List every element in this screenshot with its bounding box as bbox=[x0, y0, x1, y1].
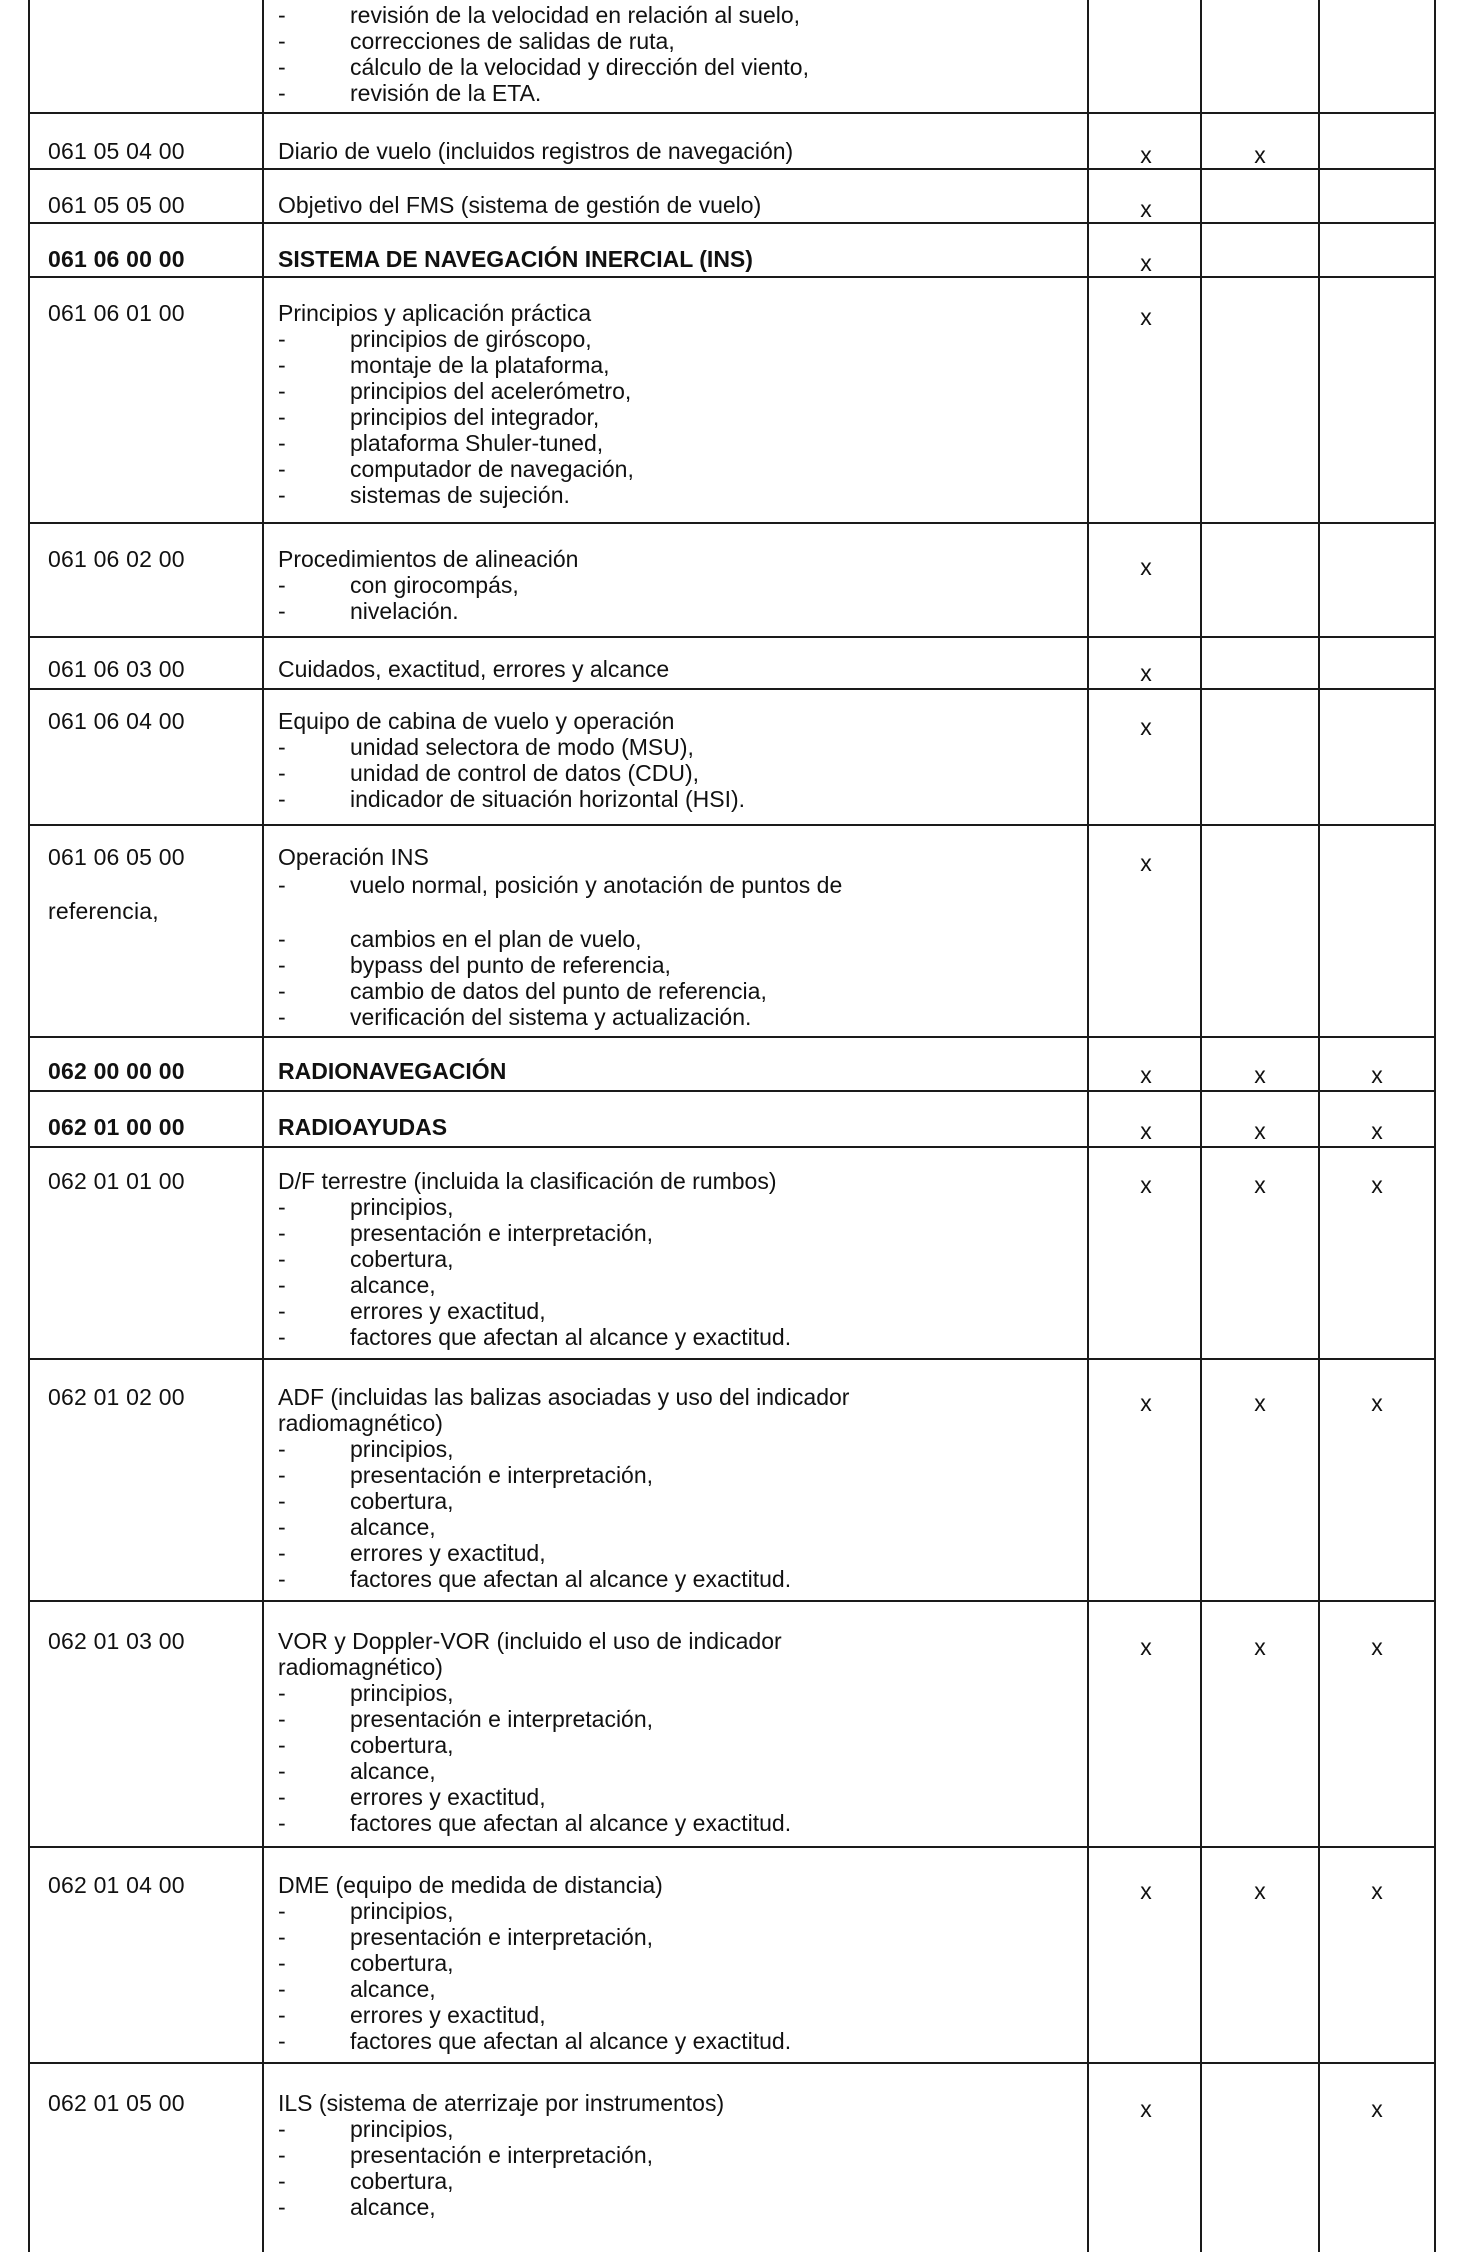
section-code: 061 06 00 00 bbox=[48, 246, 185, 272]
mark-column-divider-2 bbox=[1200, 0, 1202, 2252]
list-item: - unidad selectora de modo (MSU), bbox=[278, 734, 694, 760]
section-title-continued: radiomagnético) bbox=[278, 1410, 443, 1436]
list-item: - alcance, bbox=[278, 1758, 436, 1784]
row-separator bbox=[28, 276, 1436, 278]
section-code: 062 00 00 00 bbox=[48, 1058, 185, 1084]
section-code: 061 06 01 00 bbox=[48, 300, 185, 326]
mark-col-1: x bbox=[1140, 1878, 1152, 1904]
row-separator bbox=[28, 1846, 1436, 1848]
list-item: - presentación e interpretación, bbox=[278, 1462, 654, 1488]
section-code: 062 01 03 00 bbox=[48, 1628, 185, 1654]
list-item: - alcance, bbox=[278, 1976, 436, 2002]
row-separator bbox=[28, 824, 1436, 826]
mark-col-1: x bbox=[1140, 1390, 1152, 1416]
list-item: - principios, bbox=[278, 1194, 454, 1220]
table-left-border bbox=[28, 0, 30, 2252]
row-separator bbox=[28, 688, 1436, 690]
list-item: - cobertura, bbox=[278, 1488, 454, 1514]
row-separator bbox=[28, 1146, 1436, 1148]
list-item: - alcance, bbox=[278, 1272, 436, 1298]
mark-col-1: x bbox=[1140, 142, 1152, 168]
section-title: Procedimientos de alineación bbox=[278, 546, 579, 572]
mark-col-3: x bbox=[1371, 1062, 1383, 1088]
section-title: VOR y Doppler-VOR (incluido el uso de indicador bbox=[278, 1628, 782, 1654]
section-title: Principios y aplicación práctica bbox=[278, 300, 592, 326]
section-title: RADIONAVEGACIÓN bbox=[278, 1058, 507, 1084]
section-code: 061 06 05 00 bbox=[48, 844, 185, 870]
list-item: - errores y exactitud, bbox=[278, 2002, 546, 2028]
mark-col-1: x bbox=[1140, 850, 1152, 876]
list-item: - principios de giróscopo, bbox=[278, 326, 592, 352]
row-separator bbox=[28, 112, 1436, 114]
section-title: ILS (sistema de aterrizaje por instrumentos) bbox=[278, 2090, 725, 2116]
mark-col-1: x bbox=[1140, 1118, 1152, 1144]
list-item: - errores y exactitud, bbox=[278, 1298, 546, 1324]
list-item: - cobertura, bbox=[278, 1950, 454, 1976]
mark-col-2: x bbox=[1254, 142, 1266, 168]
list-item: - principios, bbox=[278, 1436, 454, 1462]
row-separator bbox=[28, 1600, 1436, 1602]
section-title: ADF (incluidas las balizas asociadas y uso del indicador bbox=[278, 1384, 850, 1410]
row-separator bbox=[28, 168, 1436, 170]
list-item: - principios del integrador, bbox=[278, 404, 600, 430]
section-title: Operación INS bbox=[278, 844, 429, 870]
list-item: - revisión de la velocidad en relación al suelo, bbox=[278, 2, 801, 28]
section-code: 061 06 03 00 bbox=[48, 656, 185, 682]
list-item: - correcciones de salidas de ruta, bbox=[278, 28, 675, 54]
section-code: 062 01 05 00 bbox=[48, 2090, 185, 2116]
section-title: Cuidados, exactitud, errores y alcance bbox=[278, 656, 670, 682]
list-item: - factores que afectan al alcance y exactitud. bbox=[278, 1566, 792, 1592]
section-code: 061 06 04 00 bbox=[48, 708, 185, 734]
section-code: 062 01 01 00 bbox=[48, 1168, 185, 1194]
list-item: - cambio de datos del punto de referencia, bbox=[278, 978, 767, 1004]
list-item: - presentación e interpretación, bbox=[278, 1220, 654, 1246]
code-column-divider bbox=[262, 0, 264, 2252]
mark-column-divider-3 bbox=[1318, 0, 1320, 2252]
mark-col-1: x bbox=[1140, 1634, 1152, 1660]
list-item: - principios del acelerómetro, bbox=[278, 378, 632, 404]
mark-col-3: x bbox=[1371, 1634, 1383, 1660]
list-item: - bypass del punto de referencia, bbox=[278, 952, 671, 978]
list-item: - principios, bbox=[278, 2116, 454, 2142]
list-item: - errores y exactitud, bbox=[278, 1540, 546, 1566]
list-item: - plataforma Shuler-tuned, bbox=[278, 430, 604, 456]
list-item: - nivelación. bbox=[278, 598, 459, 624]
list-item: - verificación del sistema y actualización. bbox=[278, 1004, 752, 1030]
list-item: - factores que afectan al alcance y exactitud. bbox=[278, 1324, 792, 1350]
list-item: - montaje de la plataforma, bbox=[278, 352, 610, 378]
list-item: - cambios en el plan de vuelo, bbox=[278, 926, 642, 952]
list-item: - presentación e interpretación, bbox=[278, 1706, 654, 1732]
list-item: - factores que afectan al alcance y exactitud. bbox=[278, 2028, 792, 2054]
section-title: D/F terrestre (incluida la clasificación de rumbos) bbox=[278, 1168, 777, 1194]
section-title: SISTEMA DE NAVEGACIÓN INERCIAL (INS) bbox=[278, 246, 753, 272]
section-code: 062 01 02 00 bbox=[48, 1384, 185, 1410]
section-code: 062 01 00 00 bbox=[48, 1114, 185, 1140]
row-separator bbox=[28, 522, 1436, 524]
mark-col-1: x bbox=[1140, 250, 1152, 276]
table-right-border bbox=[1434, 0, 1436, 2252]
list-item: - presentación e interpretación, bbox=[278, 1924, 654, 1950]
list-item: - indicador de situación horizontal (HSI). bbox=[278, 786, 746, 812]
row-separator bbox=[28, 1090, 1436, 1092]
mark-col-2: x bbox=[1254, 1878, 1266, 1904]
list-item: - cálculo de la velocidad y dirección del viento, bbox=[278, 54, 809, 80]
section-title: Objetivo del FMS (sistema de gestión de vuelo) bbox=[278, 192, 762, 218]
list-item: - presentación e interpretación, bbox=[278, 2142, 654, 2168]
mark-col-2: x bbox=[1254, 1118, 1266, 1144]
list-item: - principios, bbox=[278, 1898, 454, 1924]
list-item: - errores y exactitud, bbox=[278, 1784, 546, 1810]
section-title: Diario de vuelo (incluidos registros de navegación) bbox=[278, 138, 794, 164]
section-code: 061 05 05 00 bbox=[48, 192, 185, 218]
mark-col-1: x bbox=[1140, 554, 1152, 580]
section-code: 062 01 04 00 bbox=[48, 1872, 185, 1898]
row-separator bbox=[28, 2062, 1436, 2064]
mark-col-3: x bbox=[1371, 1390, 1383, 1416]
list-item: - factores que afectan al alcance y exactitud. bbox=[278, 1810, 792, 1836]
section-title: RADIOAYUDAS bbox=[278, 1114, 448, 1140]
row-separator bbox=[28, 1358, 1436, 1360]
section-title-continued: radiomagnético) bbox=[278, 1654, 443, 1680]
mark-col-1: x bbox=[1140, 660, 1152, 686]
mark-col-3: x bbox=[1371, 1118, 1383, 1144]
wrapped-text: referencia, bbox=[48, 898, 159, 924]
mark-col-3: x bbox=[1371, 2096, 1383, 2122]
row-separator bbox=[28, 1036, 1436, 1038]
section-title: DME (equipo de medida de distancia) bbox=[278, 1872, 663, 1898]
mark-col-1: x bbox=[1140, 1062, 1152, 1088]
section-title: Equipo de cabina de vuelo y operación bbox=[278, 708, 675, 734]
mark-col-1: x bbox=[1140, 196, 1152, 222]
mark-col-1: x bbox=[1140, 1172, 1152, 1198]
row-separator bbox=[28, 222, 1436, 224]
list-item: - unidad de control de datos (CDU), bbox=[278, 760, 700, 786]
mark-column-divider-1 bbox=[1087, 0, 1089, 2252]
mark-col-2: x bbox=[1254, 1062, 1266, 1088]
list-item: - computador de navegación, bbox=[278, 456, 634, 482]
mark-col-1: x bbox=[1140, 714, 1152, 740]
list-item: - alcance, bbox=[278, 1514, 436, 1540]
section-code: 061 05 04 00 bbox=[48, 138, 185, 164]
list-item: - vuelo normal, posición y anotación de puntos de bbox=[278, 872, 843, 898]
list-item: - sistemas de sujeción. bbox=[278, 482, 570, 508]
mark-col-1: x bbox=[1140, 304, 1152, 330]
mark-col-2: x bbox=[1254, 1634, 1266, 1660]
list-item: - alcance, bbox=[278, 2194, 436, 2220]
list-item: - revisión de la ETA. bbox=[278, 80, 542, 106]
list-item: - con girocompás, bbox=[278, 572, 519, 598]
mark-col-3: x bbox=[1371, 1878, 1383, 1904]
mark-col-3: x bbox=[1371, 1172, 1383, 1198]
list-item: - cobertura, bbox=[278, 2168, 454, 2194]
list-item: - cobertura, bbox=[278, 1246, 454, 1272]
mark-col-2: x bbox=[1254, 1172, 1266, 1198]
mark-col-2: x bbox=[1254, 1390, 1266, 1416]
mark-col-1: x bbox=[1140, 2096, 1152, 2122]
list-item: - cobertura, bbox=[278, 1732, 454, 1758]
row-separator bbox=[28, 636, 1436, 638]
list-item: - principios, bbox=[278, 1680, 454, 1706]
section-code: 061 06 02 00 bbox=[48, 546, 185, 572]
